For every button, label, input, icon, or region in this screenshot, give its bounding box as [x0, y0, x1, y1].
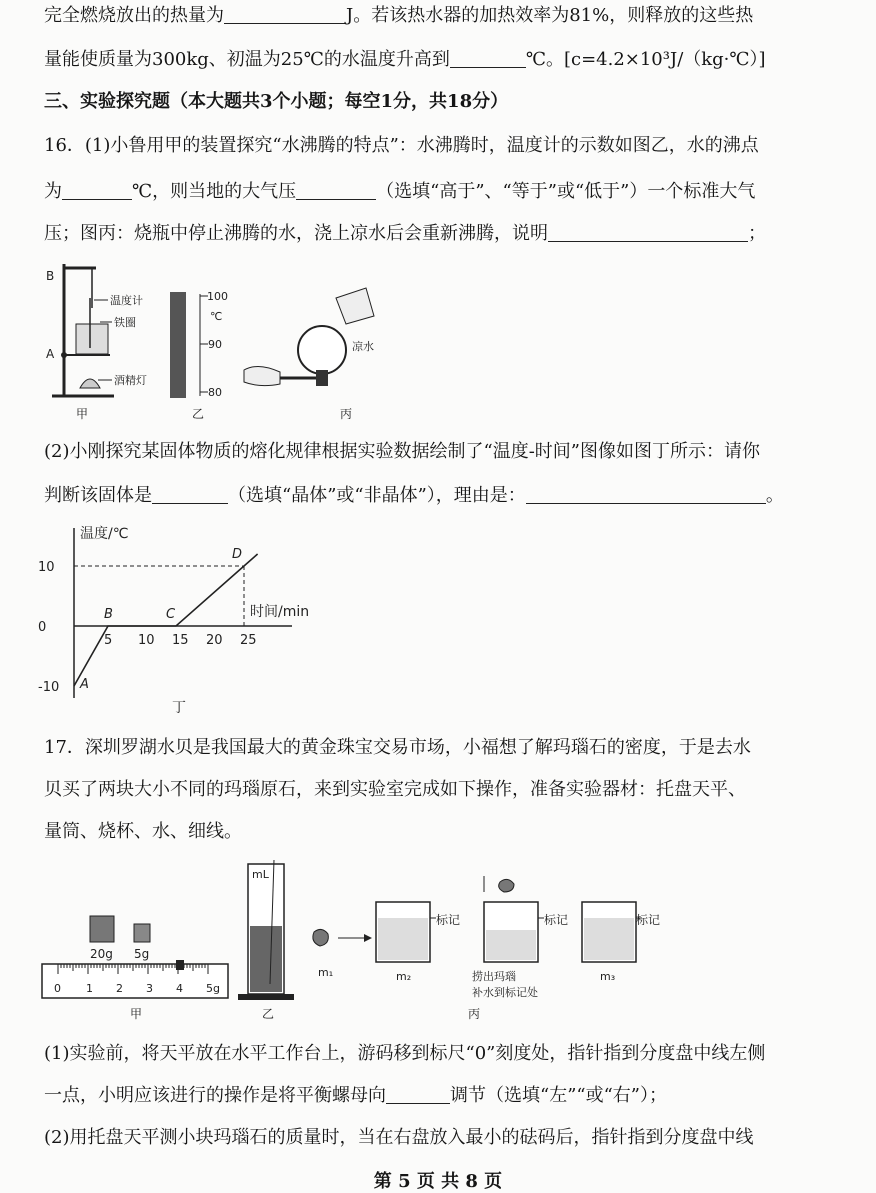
x-tick-label: 5	[104, 633, 113, 648]
scale-100: 100	[207, 290, 228, 303]
y-axis-label: 温度/℃	[80, 526, 129, 542]
text-line-7: (2)小刚探究某固体物质的熔化规律根据实验数据绘制了“温度-时间”图像如图丁所示：请你	[44, 441, 760, 462]
ruler-2: 2	[116, 982, 123, 995]
scale-90: 90	[208, 338, 222, 351]
label-20g: 20g	[90, 947, 113, 961]
caption-bing: 丙	[468, 1007, 481, 1021]
label-a: A	[46, 347, 55, 361]
chart-temperature-time	[30, 518, 330, 718]
answer-blank[interactable]	[62, 181, 132, 200]
cylinder-unit: mL	[252, 868, 269, 881]
point-label-c: C	[166, 607, 176, 622]
text-line-6: 压；图丙：烧瓶中停止沸腾的水，浇上凉水后会重新沸腾，说明 ；	[44, 223, 766, 244]
text-line-14: (2)用托盘天平测小块玛瑙石的质量时，当在右盘放入最小的砝码后，指针指到分度盘中线	[44, 1127, 754, 1148]
scale-unit: ℃	[210, 310, 223, 323]
y-tick-label: -10	[38, 680, 60, 695]
label-cold-water: 凉水	[352, 340, 374, 353]
answer-blank[interactable]	[526, 485, 766, 504]
answer-blank[interactable]	[152, 485, 228, 504]
text-line-9: 17．深圳罗湖水贝是我国最大的黄金珠宝交易市场，小福想了解玛瑙石的密度，于是去水	[44, 737, 751, 758]
x-axis-label: 时间/min	[250, 604, 310, 620]
answer-blank[interactable]	[296, 181, 376, 200]
scale-80: 80	[208, 386, 222, 399]
mark-label-2: 标记	[544, 913, 569, 927]
point-label-b: B	[104, 607, 113, 622]
answer-blank[interactable]	[386, 1085, 450, 1104]
alcohol-lamp	[80, 379, 100, 388]
mark-label-1: 标记	[436, 913, 461, 927]
text-line-11: 量筒、烧杯、水、细线。	[44, 821, 242, 842]
section-heading: 三、实验探究题（本大题共3个小题；每空1分，共18分）	[44, 91, 509, 112]
answer-blank[interactable]	[450, 49, 526, 68]
ruler-0: 0	[54, 982, 61, 995]
x-tick-label: 25	[240, 633, 257, 648]
x-tick-label: 20	[206, 633, 223, 648]
text-line-1: 完全燃烧放出的热量为 J。若该热水器的加热效率为81%，则释放的这些热	[44, 5, 754, 26]
label-thermometer: 温度计	[110, 294, 143, 307]
label-m1: m₁	[318, 966, 334, 979]
figure-17-apparatus	[38, 856, 678, 1026]
label-iron-ring: 铁圈	[114, 316, 136, 329]
point-label-d: D	[232, 547, 243, 562]
balance-ruler	[42, 964, 228, 998]
weight-20g	[90, 916, 114, 942]
y-tick-label: 0	[38, 620, 47, 635]
text-line-4: 16．(1)小鲁用甲的装置探究“水沸腾的特点”：水沸腾时，温度计的示数如图乙，水的沸点	[44, 135, 759, 156]
answer-blank[interactable]	[224, 5, 346, 24]
ruler-4: 4	[176, 982, 183, 995]
caption-yi: 乙	[192, 407, 205, 421]
ruler-5g: 5g	[206, 982, 220, 995]
caption-yi: 乙	[262, 1007, 275, 1021]
label-m3: m₃	[600, 970, 616, 983]
ruler-3: 3	[146, 982, 153, 995]
answer-blank[interactable]	[548, 223, 748, 242]
note-remove: 捞出玛瑙	[472, 970, 516, 983]
text-line-5: 为 ℃，则当地的大气压 （选填“高于”、“等于”或“低于”）一个标准大气	[44, 181, 756, 202]
note-refill: 补水到标记处	[472, 986, 538, 999]
y-tick-label: 10	[38, 560, 55, 575]
text-line-8: 判断该固体是 （选填“晶体”或“非晶体”），理由是： 。	[44, 485, 784, 506]
flask	[298, 326, 346, 374]
rider[interactable]	[176, 960, 184, 970]
mark-label-3: 标记	[636, 913, 661, 927]
beaker	[76, 324, 108, 354]
label-m2: m₂	[396, 970, 412, 983]
caption-bing: 丙	[340, 407, 353, 421]
figure-16-apparatus	[40, 258, 420, 426]
caption-jia: 甲	[76, 407, 89, 421]
caption-jia: 甲	[130, 1007, 143, 1021]
hand	[244, 366, 280, 385]
chart-title: 丁	[172, 700, 186, 716]
text-line-10: 贝买了两块大小不同的玛瑙原石，来到实验室完成如下操作，准备实验器材：托盘天平、	[44, 779, 746, 800]
label-5g: 5g	[134, 947, 150, 961]
page-footer: 第 5 页 共 8 页	[373, 1171, 503, 1192]
agate-stone	[313, 929, 328, 946]
label-lamp: 酒精灯	[114, 374, 147, 387]
cylinder-water	[250, 926, 282, 992]
weight-5g	[134, 924, 150, 942]
label-b: B	[46, 269, 55, 283]
point-label-a: A	[80, 677, 89, 692]
x-tick-label: 15	[172, 633, 189, 648]
cold-water-cup	[336, 288, 374, 324]
text-line-12: (1)实验前，将天平放在水平工作台上，游码移到标尺“0”刻度处，指针指到分度盘中线左侧	[44, 1043, 766, 1064]
text-line-13: 一点，小明应该进行的操作是将平衡螺母向 调节（选填“左”“或“右”）；	[44, 1085, 668, 1106]
x-tick-label: 10	[138, 633, 155, 648]
thermometer-scale	[170, 292, 186, 398]
text-line-2: 量能使质量为300kg、初温为25℃的水温度升高到 ℃。[c=4.2×10³J/（kg·℃）]	[44, 49, 766, 70]
ruler-1: 1	[86, 982, 93, 995]
